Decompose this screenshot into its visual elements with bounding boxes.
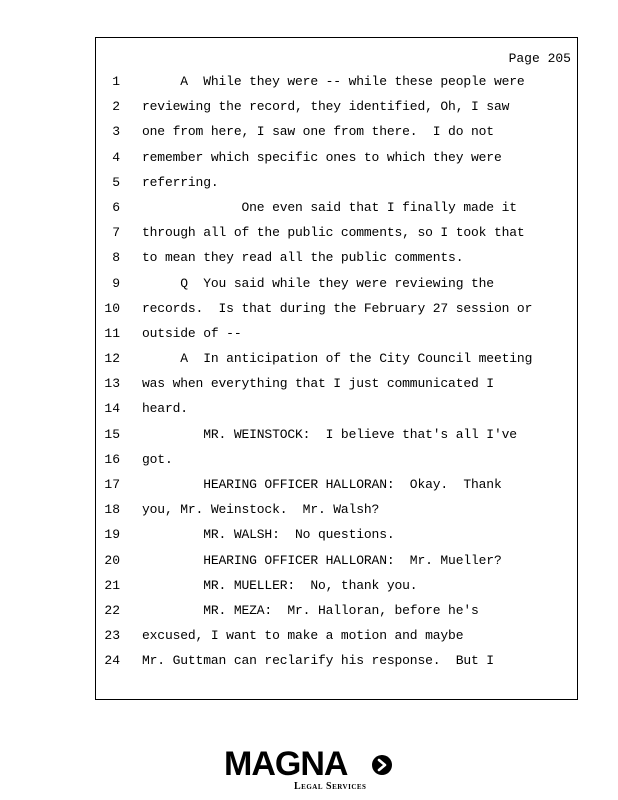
line-text: MR. WALSH: No questions. xyxy=(142,527,395,543)
line-number: 8 xyxy=(112,250,120,266)
line-text: excused, I want to make a motion and maybe xyxy=(142,628,464,644)
transcript-line xyxy=(96,250,577,275)
transcript-line xyxy=(96,653,577,678)
line-number: 2 xyxy=(112,99,120,115)
line-number: 15 xyxy=(104,426,120,442)
line-number: 3 xyxy=(112,124,120,140)
transcript-line xyxy=(96,99,577,124)
line-text: you, Mr. Weinstock. Mr. Walsh? xyxy=(142,502,380,518)
line-number: 5 xyxy=(112,174,120,190)
transcript-line xyxy=(96,427,577,452)
line-number: 23 xyxy=(104,628,120,644)
line-text: referring. xyxy=(142,174,219,190)
transcript-line xyxy=(96,527,577,552)
line-number: 6 xyxy=(112,199,120,215)
line-number: 22 xyxy=(104,602,120,618)
line-text: through all of the public comments, so I took that xyxy=(142,225,525,241)
transcript-line xyxy=(96,376,577,401)
line-text: MR. WEINSTOCK: I believe that's all I've xyxy=(142,426,517,442)
line-number: 20 xyxy=(104,552,120,568)
line-text: HEARING OFFICER HALLORAN: Mr. Mueller? xyxy=(142,552,502,568)
line-number: 16 xyxy=(104,451,120,467)
line-text: was when everything that I just communicated I xyxy=(142,376,494,392)
line-text: One even said that I finally made it xyxy=(142,199,517,215)
line-text: HEARING OFFICER HALLORAN: Okay. Thank xyxy=(142,477,502,492)
transcript-line xyxy=(96,578,577,603)
line-text: A While they were -- while these people were xyxy=(142,74,525,89)
transcript-line xyxy=(96,326,577,351)
line-text: Q You said while they were reviewing the xyxy=(142,275,494,291)
transcript-line xyxy=(96,628,577,653)
line-number: 11 xyxy=(104,325,120,341)
line-number: 12 xyxy=(104,351,120,367)
line-text: outside of -- xyxy=(142,325,242,341)
transcript-line xyxy=(96,276,577,301)
transcript-line xyxy=(96,74,577,99)
line-text: one from here, I saw one from there. I do not xyxy=(142,124,494,140)
transcript-line xyxy=(96,175,577,200)
line-text: reviewing the record, they identified, Oh, I saw xyxy=(142,99,510,115)
line-number: 4 xyxy=(112,149,120,165)
magna-logo xyxy=(224,745,399,795)
line-number: 14 xyxy=(104,401,120,417)
transcript-page xyxy=(95,37,578,700)
transcript-line xyxy=(96,452,577,477)
line-number: 18 xyxy=(104,502,120,518)
line-number: 1 xyxy=(112,74,120,89)
line-text: got. xyxy=(142,451,173,467)
line-text: records. Is that during the February 27 session or xyxy=(142,300,533,316)
chevron-right-circle-icon xyxy=(372,755,392,775)
transcript-line xyxy=(96,301,577,326)
line-number: 21 xyxy=(104,577,120,593)
line-text: heard. xyxy=(142,401,188,417)
logo-wordmark: MAGNA xyxy=(224,745,348,783)
transcript-line xyxy=(96,603,577,628)
transcript-line xyxy=(96,351,577,376)
line-text: Mr. Guttman can reclarify his response. But I xyxy=(142,653,494,669)
transcript-line xyxy=(96,401,577,426)
logo-subtitle: Legal Services xyxy=(294,781,367,792)
line-number: 7 xyxy=(112,225,120,241)
line-number: 17 xyxy=(104,477,120,492)
line-number: 24 xyxy=(104,653,120,669)
transcript-line xyxy=(96,477,577,502)
line-number: 9 xyxy=(112,275,120,291)
page-number: Page 205 xyxy=(508,51,571,66)
line-text: A In anticipation of the City Council meeting xyxy=(142,351,533,367)
transcript-line xyxy=(96,200,577,225)
line-number: 13 xyxy=(104,376,120,392)
line-text: to mean they read all the public comments. xyxy=(142,250,464,266)
transcript-line xyxy=(96,502,577,527)
line-text: MR. MUELLER: No, thank you. xyxy=(142,577,418,593)
transcript-line xyxy=(96,150,577,175)
transcript-line xyxy=(96,124,577,149)
line-number: 19 xyxy=(104,527,120,543)
line-number: 10 xyxy=(104,300,120,316)
line-text: remember which specific ones to which they were xyxy=(142,149,502,165)
line-text: MR. MEZA: Mr. Halloran, before he's xyxy=(142,602,479,618)
transcript-line xyxy=(96,553,577,578)
transcript-lines xyxy=(96,74,577,679)
transcript-line xyxy=(96,225,577,250)
